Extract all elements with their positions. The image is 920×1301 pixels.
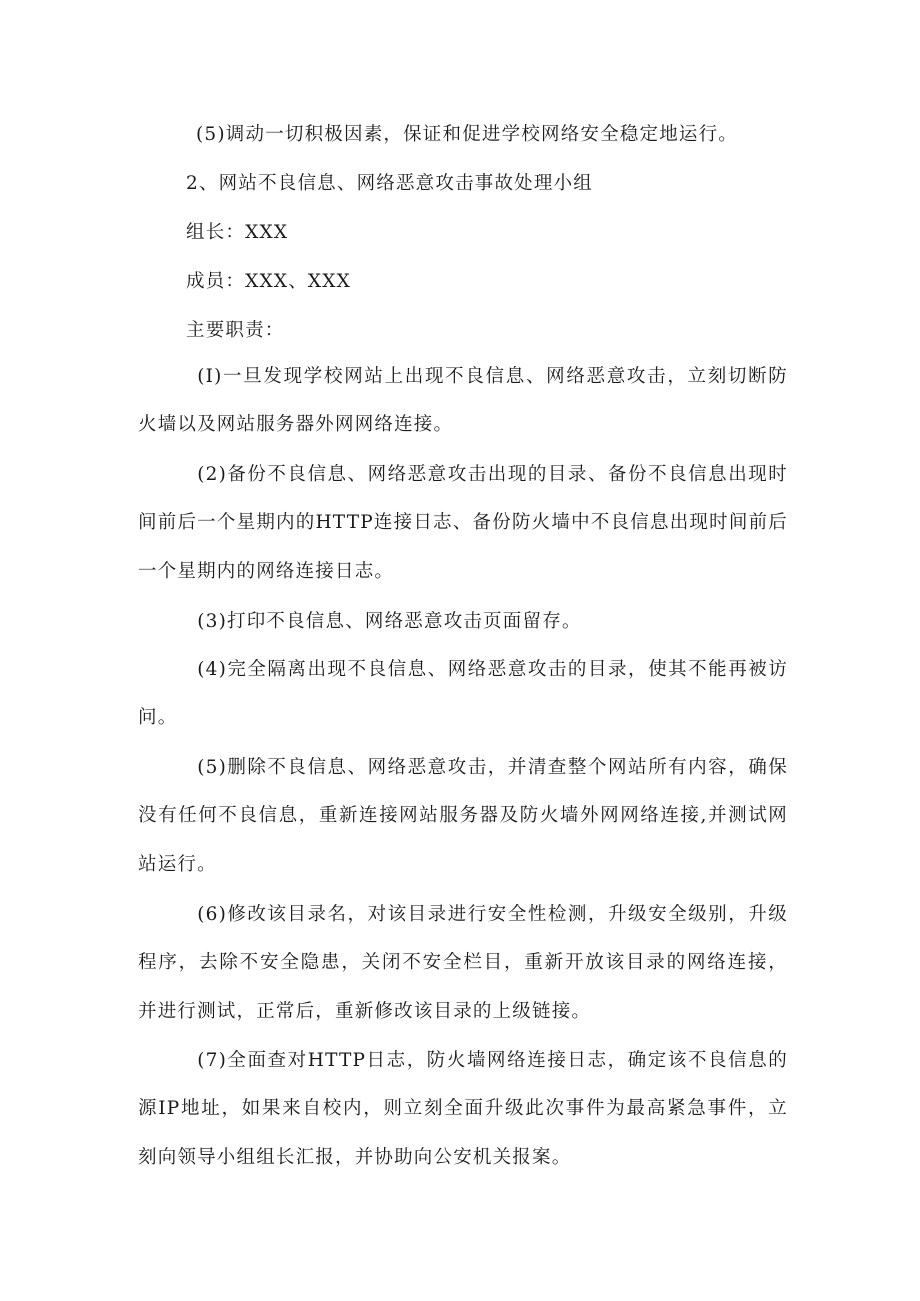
team-leader-line: 组长：XXX (186, 222, 289, 243)
duty-item-7: (7)全面查对HTTP日志，防火墙网络连接日志，确定该不良信息的源IP地址，如果来自校内，则立刻全面升级此次事件为最高紧急事件，立刻向领导小组组长汇报，并协助向公安机关报案。 (138, 1050, 788, 1168)
paragraph-duty-5-summary: (5)调动一切积极因素，保证和促进学校网络安全稳定地运行。 (196, 124, 739, 145)
duty-item-6: (6)修改该目录名，对该目录进行安全性检测，升级安全级别，升级程序，去除不安全隐患，关闭不安全栏目，重新开放该目录的网络连接，并进行测试，正常后，重新修改该目录的上级链接。 (138, 904, 788, 1022)
section-heading-incident-team: 2、网站不良信息、网络恶意攻击事故处理小组 (186, 173, 593, 194)
duty-item-1: (I)一旦发现学校网站上出现不良信息、网络恶意攻击，立刻切断防火墙以及网站服务器外网网络连接。 (138, 366, 788, 436)
main-duties-heading: 主要职责： (186, 320, 285, 341)
team-members-line: 成员：XXX、XXX (186, 271, 352, 292)
duty-item-5: (5)删除不良信息、网络恶意攻击，并清查整个网站所有内容，确保没有任何不良信息，重新连接网站服务器及防火墙外网网络连接,并测试网站运行。 (138, 757, 788, 875)
duty-item-4: (4)完全隔离出现不良信息、网络恶意攻击的目录，使其不能再被访问。 (138, 659, 788, 729)
duty-item-3: (3)打印不良信息、网络恶意攻击页面留存。 (197, 611, 582, 632)
duty-item-2: (2)备份不良信息、网络恶意攻击出现的目录、备份不良信息出现时间前后一个星期内的HTTP连接日志、备份防火墙中不良信息出现时间前后一个星期内的网络连接日志。 (138, 464, 788, 582)
